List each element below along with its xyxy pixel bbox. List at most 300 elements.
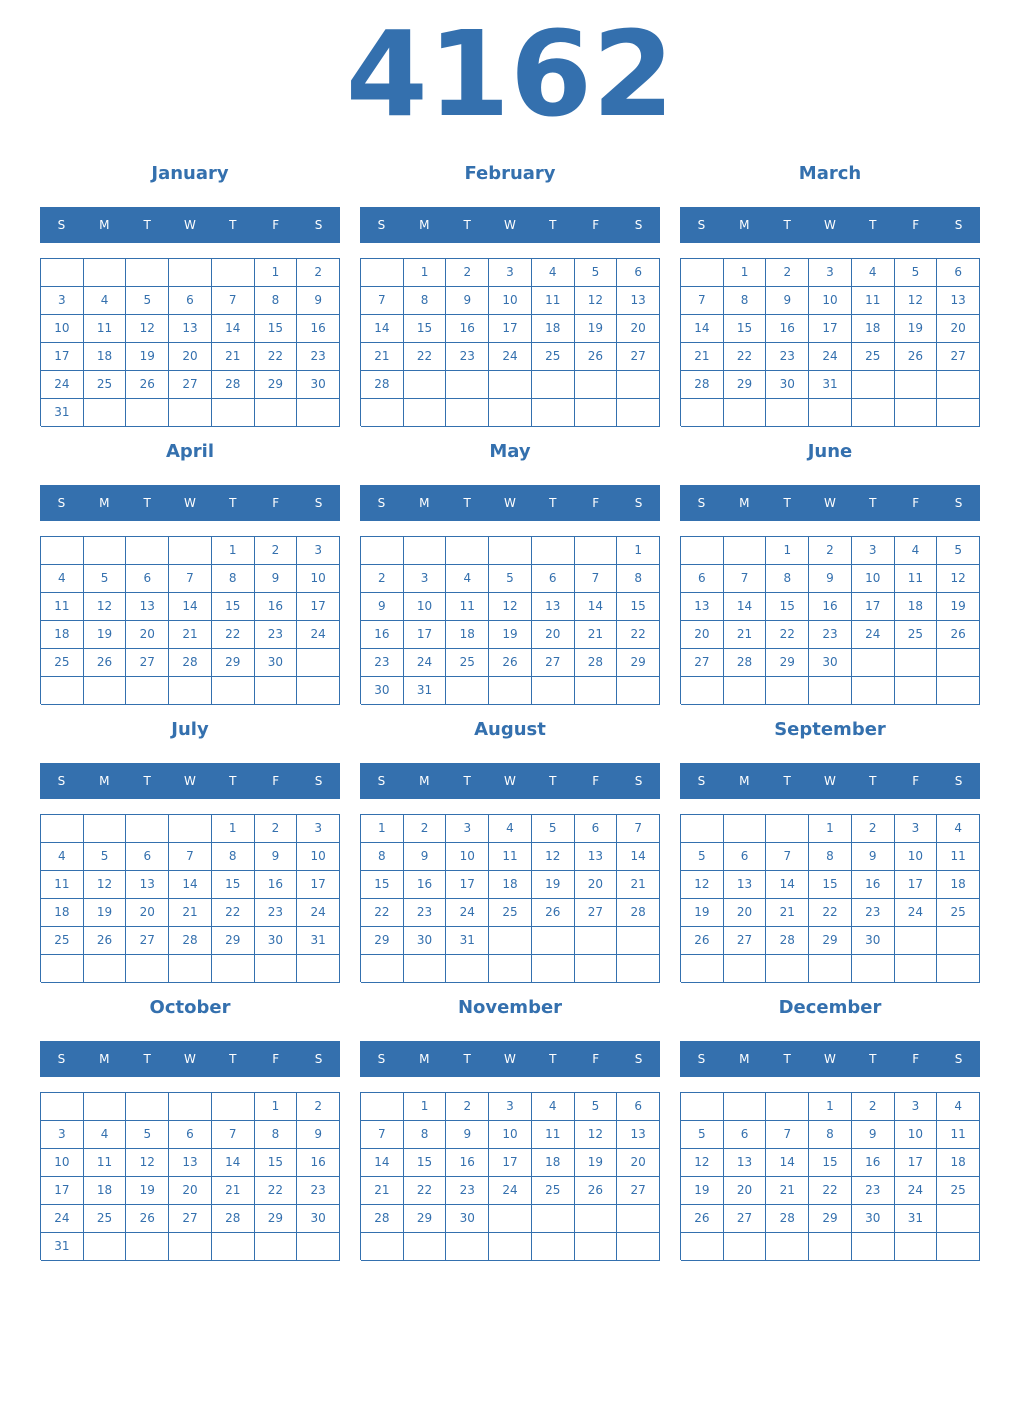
empty-day-cell [895,399,938,427]
empty-day-cell [852,371,895,399]
day-cell: 13 [532,593,575,621]
weekday-label: M [99,774,110,788]
day-cell: 14 [361,315,404,343]
empty-day-cell [404,399,447,427]
month-may [360,436,660,714]
weekday-label: F [592,774,600,788]
day-cell: 20 [532,621,575,649]
empty-day-cell [681,399,724,427]
empty-day-cell [255,1233,298,1261]
weekday-label: M [739,1052,750,1066]
day-cell: 15 [809,1149,852,1177]
day-cell: 9 [297,287,340,315]
day-cell: 22 [766,621,809,649]
day-cell: 16 [446,1149,489,1177]
day-cell: 23 [766,343,809,371]
weekday-header [680,207,980,243]
empty-day-cell [361,1093,404,1121]
day-cell: 28 [681,371,724,399]
month-name: March [798,163,862,184]
empty-day-cell [41,259,84,287]
weekday-label: S [314,218,323,232]
day-cell: 21 [681,343,724,371]
weekday-header [680,763,980,799]
day-cell: 7 [766,843,809,871]
day-cell: 27 [169,1205,212,1233]
weekday-header [40,485,340,521]
day-cell: 10 [895,1121,938,1149]
empty-day-cell [575,1205,618,1233]
day-cell: 10 [895,843,938,871]
weekday-label: M [99,218,110,232]
empty-day-cell [297,649,340,677]
day-cell: 14 [724,593,767,621]
day-cell: 9 [255,565,298,593]
empty-day-cell [895,927,938,955]
day-grid [680,536,980,704]
empty-day-cell [212,1233,255,1261]
day-cell: 24 [895,1177,938,1205]
weekday-label: S [954,496,963,510]
day-cell: 28 [212,1205,255,1233]
day-cell: 19 [575,315,618,343]
month-november [360,992,660,1270]
day-cell: 1 [809,815,852,843]
day-cell: 17 [895,871,938,899]
day-cell: 18 [937,871,980,899]
day-cell: 26 [84,649,127,677]
empty-day-cell [895,677,938,705]
empty-day-cell [446,371,489,399]
day-cell: 14 [169,871,212,899]
empty-day-cell [404,537,447,565]
day-cell: 5 [895,259,938,287]
empty-day-cell [681,537,724,565]
day-cell: 22 [255,1177,298,1205]
weekday-label: F [592,218,600,232]
empty-day-cell [532,1205,575,1233]
day-cell: 4 [532,1093,575,1121]
empty-day-cell [489,1233,532,1261]
day-cell: 30 [766,371,809,399]
day-cell: 28 [724,649,767,677]
month-january [40,158,340,436]
empty-day-cell [361,399,404,427]
day-cell: 5 [489,565,532,593]
empty-day-cell [852,649,895,677]
day-cell: 15 [255,315,298,343]
empty-day-cell [532,399,575,427]
empty-day-cell [489,677,532,705]
day-cell: 23 [809,621,852,649]
day-cell: 3 [489,1093,532,1121]
day-cell: 17 [489,315,532,343]
day-cell: 21 [617,871,660,899]
weekday-label: S [57,496,66,510]
day-cell: 17 [41,343,84,371]
day-cell: 25 [937,1177,980,1205]
weekday-label: M [419,218,430,232]
weekday-label: S [377,774,386,788]
empty-day-cell [766,1093,809,1121]
empty-day-cell [404,1233,447,1261]
empty-day-cell [724,537,767,565]
day-cell: 17 [297,871,340,899]
empty-day-cell [126,815,169,843]
day-cell: 1 [809,1093,852,1121]
empty-day-cell [361,259,404,287]
day-cell: 27 [681,649,724,677]
day-cell: 23 [255,899,298,927]
empty-day-cell [766,677,809,705]
empty-day-cell [126,955,169,983]
day-cell: 28 [766,927,809,955]
day-cell: 11 [489,843,532,871]
empty-day-cell [809,677,852,705]
day-cell: 30 [809,649,852,677]
day-cell: 31 [446,927,489,955]
month-name: September [774,719,886,740]
day-cell: 23 [361,649,404,677]
day-cell: 21 [169,621,212,649]
day-cell: 30 [404,927,447,955]
day-cell: 18 [532,1149,575,1177]
day-cell: 28 [575,649,618,677]
weekday-label: T [229,496,237,510]
day-cell: 10 [41,315,84,343]
month-september [680,714,980,992]
day-cell: 16 [809,593,852,621]
day-cell: 13 [617,287,660,315]
day-cell: 2 [446,259,489,287]
day-cell: 3 [297,537,340,565]
day-cell: 22 [212,899,255,927]
day-cell: 4 [895,537,938,565]
day-cell: 7 [212,287,255,315]
day-cell: 13 [126,593,169,621]
day-cell: 17 [404,621,447,649]
day-cell: 25 [84,371,127,399]
day-cell: 20 [126,621,169,649]
day-cell: 23 [446,1177,489,1205]
day-cell: 19 [681,1177,724,1205]
empty-day-cell [681,259,724,287]
weekday-header [40,763,340,799]
day-cell: 20 [617,1149,660,1177]
weekday-label: S [634,218,643,232]
weekday-label: F [592,1052,600,1066]
day-cell: 24 [809,343,852,371]
day-cell: 3 [489,259,532,287]
month-name: April [165,441,215,462]
weekday-label: M [739,496,750,510]
day-grid [680,258,980,426]
day-cell: 20 [724,899,767,927]
weekday-label: S [57,774,66,788]
day-cell: 24 [446,899,489,927]
day-cell: 27 [617,1177,660,1205]
day-cell: 10 [41,1149,84,1177]
weekday-label: F [912,496,920,510]
empty-day-cell [255,677,298,705]
month-october [40,992,340,1270]
day-cell: 26 [937,621,980,649]
empty-day-cell [404,955,447,983]
day-cell: 12 [681,1149,724,1177]
weekday-label: W [824,1052,836,1066]
day-cell: 17 [446,871,489,899]
day-cell: 25 [532,1177,575,1205]
weekday-header [40,1041,340,1077]
empty-day-cell [617,1205,660,1233]
month-name: August [474,719,546,740]
day-cell: 13 [724,1149,767,1177]
empty-day-cell [169,1233,212,1261]
empty-day-cell [297,677,340,705]
day-cell: 11 [852,287,895,315]
weekday-label: W [184,1052,196,1066]
day-cell: 6 [681,565,724,593]
day-cell: 19 [489,621,532,649]
day-cell: 1 [766,537,809,565]
day-cell: 1 [361,815,404,843]
day-cell: 9 [852,843,895,871]
empty-day-cell [446,537,489,565]
empty-day-cell [212,955,255,983]
day-cell: 9 [361,593,404,621]
day-cell: 14 [361,1149,404,1177]
weekday-label: S [697,496,706,510]
day-cell: 22 [404,1177,447,1205]
day-cell: 16 [852,871,895,899]
day-cell: 28 [169,649,212,677]
empty-day-cell [361,537,404,565]
weekday-label: M [419,774,430,788]
day-cell: 23 [852,1177,895,1205]
day-cell: 12 [84,871,127,899]
day-cell: 10 [489,1121,532,1149]
day-cell: 5 [126,287,169,315]
day-cell: 9 [809,565,852,593]
day-cell: 21 [575,621,618,649]
day-cell: 4 [489,815,532,843]
weekday-label: T [143,218,151,232]
day-cell: 24 [41,371,84,399]
day-cell: 21 [361,343,404,371]
day-cell: 8 [255,1121,298,1149]
empty-day-cell [724,815,767,843]
weekday-label: W [824,218,836,232]
day-cell: 8 [212,565,255,593]
day-cell: 28 [766,1205,809,1233]
day-cell: 17 [852,593,895,621]
weekday-label: M [419,1052,430,1066]
day-cell: 20 [575,871,618,899]
weekday-label: S [57,1052,66,1066]
day-cell: 3 [895,1093,938,1121]
day-cell: 7 [724,565,767,593]
day-cell: 3 [809,259,852,287]
day-cell: 4 [41,565,84,593]
day-cell: 28 [361,371,404,399]
empty-day-cell [255,399,298,427]
day-cell: 30 [852,927,895,955]
empty-day-cell [937,1233,980,1261]
day-cell: 28 [212,371,255,399]
day-cell: 29 [809,1205,852,1233]
day-grid [40,258,340,426]
day-cell: 11 [41,871,84,899]
day-cell: 22 [809,899,852,927]
day-cell: 3 [895,815,938,843]
empty-day-cell [937,677,980,705]
day-cell: 28 [169,927,212,955]
weekday-label: T [463,496,471,510]
day-cell: 10 [297,843,340,871]
day-cell: 26 [532,899,575,927]
weekday-label: T [143,774,151,788]
weekday-label: T [229,218,237,232]
day-cell: 18 [532,315,575,343]
day-cell: 18 [489,871,532,899]
day-cell: 19 [126,1177,169,1205]
day-cell: 11 [937,843,980,871]
day-cell: 6 [617,259,660,287]
day-cell: 14 [766,1149,809,1177]
day-cell: 11 [84,315,127,343]
weekday-label: S [954,774,963,788]
day-cell: 4 [446,565,489,593]
day-grid [360,258,660,426]
day-cell: 2 [361,565,404,593]
day-cell: 9 [297,1121,340,1149]
day-cell: 1 [404,259,447,287]
day-cell: 3 [41,1121,84,1149]
empty-day-cell [937,927,980,955]
day-cell: 21 [169,899,212,927]
day-cell: 13 [169,315,212,343]
day-cell: 19 [84,621,127,649]
month-june [680,436,980,714]
month-name: December [778,997,882,1018]
empty-day-cell [617,371,660,399]
day-cell: 24 [41,1205,84,1233]
day-cell: 16 [404,871,447,899]
weekday-label: M [739,774,750,788]
day-cell: 12 [937,565,980,593]
day-cell: 2 [852,1093,895,1121]
empty-day-cell [489,955,532,983]
empty-day-cell [297,955,340,983]
day-cell: 15 [809,871,852,899]
weekday-label: F [912,1052,920,1066]
day-cell: 22 [617,621,660,649]
day-cell: 9 [255,843,298,871]
day-cell: 31 [41,399,84,427]
day-grid [40,814,340,982]
empty-day-cell [489,371,532,399]
weekday-label: S [697,774,706,788]
day-cell: 11 [532,1121,575,1149]
empty-day-cell [169,677,212,705]
day-cell: 18 [84,1177,127,1205]
day-cell: 21 [724,621,767,649]
day-cell: 16 [255,593,298,621]
day-cell: 7 [575,565,618,593]
day-cell: 19 [681,899,724,927]
empty-day-cell [895,649,938,677]
day-cell: 8 [361,843,404,871]
day-cell: 29 [255,371,298,399]
day-cell: 12 [126,1149,169,1177]
day-cell: 16 [852,1149,895,1177]
day-cell: 25 [895,621,938,649]
day-cell: 14 [169,593,212,621]
weekday-label: T [783,496,791,510]
day-cell: 27 [126,927,169,955]
day-cell: 30 [361,677,404,705]
empty-day-cell [84,537,127,565]
day-cell: 31 [41,1233,84,1261]
day-cell: 25 [489,899,532,927]
day-cell: 24 [297,621,340,649]
day-cell: 21 [361,1177,404,1205]
empty-day-cell [446,955,489,983]
day-cell: 18 [41,621,84,649]
month-name: February [464,163,556,184]
empty-day-cell [724,677,767,705]
day-cell: 10 [404,593,447,621]
day-cell: 26 [681,1205,724,1233]
day-cell: 23 [404,899,447,927]
empty-day-cell [212,259,255,287]
day-cell: 7 [361,287,404,315]
day-cell: 22 [724,343,767,371]
day-cell: 18 [937,1149,980,1177]
empty-day-cell [84,1233,127,1261]
day-cell: 13 [617,1121,660,1149]
day-cell: 27 [532,649,575,677]
empty-day-cell [41,815,84,843]
day-cell: 20 [681,621,724,649]
day-cell: 29 [212,649,255,677]
day-cell: 1 [617,537,660,565]
day-cell: 22 [361,899,404,927]
day-cell: 21 [766,1177,809,1205]
day-cell: 14 [575,593,618,621]
day-cell: 26 [681,927,724,955]
day-cell: 2 [766,259,809,287]
day-grid [360,814,660,982]
day-cell: 12 [681,871,724,899]
day-cell: 12 [532,843,575,871]
day-cell: 23 [446,343,489,371]
day-cell: 8 [766,565,809,593]
day-cell: 9 [446,1121,489,1149]
day-cell: 26 [575,343,618,371]
day-cell: 3 [446,815,489,843]
weekday-label: T [869,218,877,232]
empty-day-cell [212,399,255,427]
empty-day-cell [126,1233,169,1261]
day-cell: 25 [41,927,84,955]
weekday-label: S [314,774,323,788]
day-cell: 2 [255,815,298,843]
weekday-label: W [504,218,516,232]
day-cell: 15 [404,315,447,343]
weekday-header [680,485,980,521]
day-cell: 21 [212,1177,255,1205]
